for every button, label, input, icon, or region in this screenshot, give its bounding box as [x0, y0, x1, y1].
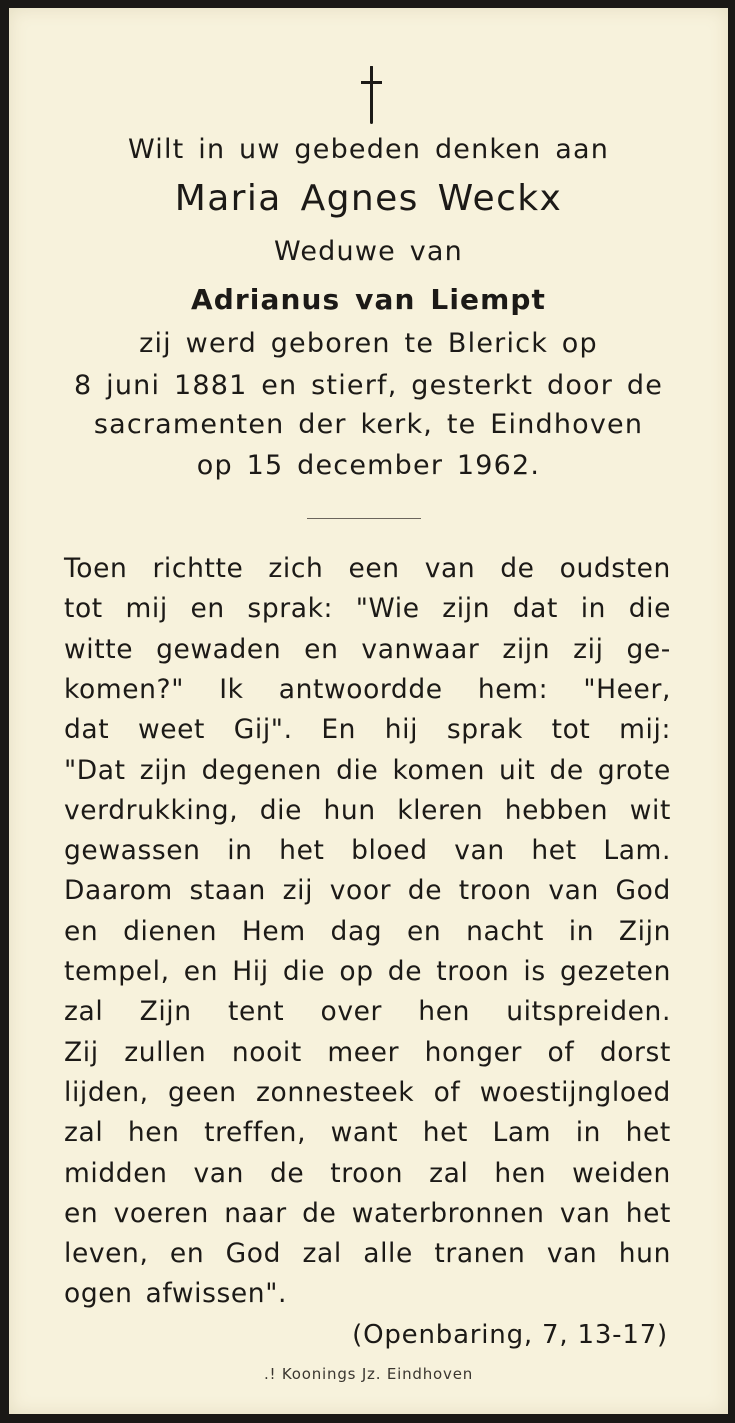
verse-line: komen?" Ik antwoordde hem: "Heer, [64, 673, 671, 705]
verse-line: verdrukking, die hun kleren hebben wit [64, 794, 671, 826]
verse-line: en voeren naar de waterbronnen van het [64, 1197, 671, 1229]
verse-line: gewassen in het bloed van het Lam. [64, 835, 671, 867]
verse-line: en dienen Hem dag en nacht in Zijn [64, 915, 671, 947]
verse-line: Toen richtte zich een van de oudsten [64, 553, 671, 584]
verse-line: leven, en God zal alle tranen van hun [64, 1238, 671, 1270]
memorial-card [9, 8, 728, 1414]
verse-line: Daarom staan zij voor de troon van God [64, 875, 671, 907]
bio-line-3: sacramenten der kerk, te Eindhoven [93, 409, 644, 440]
deceased-name: Maria Agnes Weckx [174, 178, 563, 219]
verse-line: dat weet Gij". En hij sprak tot mij: [64, 714, 671, 746]
verse-line: ogen afwissen". [64, 1278, 288, 1310]
divider [307, 518, 421, 519]
verse-line: zal Zijn tent over hen uitspreiden. [64, 996, 671, 1028]
verse-line: tot mij en sprak: "Wie zijn dat in die [64, 593, 671, 625]
printer-imprint: .! Koonings Jz. Eindhoven [263, 1365, 474, 1383]
widow-label: Weduwe van [274, 236, 463, 267]
bio-line-2: 8 juni 1881 en stierf, gesterkt door de [73, 370, 664, 401]
verse-line: "Dat zijn degenen die komen uit de grote [64, 754, 671, 786]
verse-line: lijden, geen zonnesteek of woestijngloed [64, 1076, 671, 1108]
husband-name: Adrianus van Liempt [190, 283, 547, 316]
verse-line: tempel, en Hij die op de troon is gezeten [64, 956, 671, 987]
bio-line-4: op 15 december 1962. [196, 450, 541, 481]
cross-icon [359, 66, 385, 124]
intro-text: Wilt in uw gebeden denken aan [127, 134, 610, 165]
citation: (Openbaring, 7, 13-17) [352, 1320, 668, 1350]
verse-line: zal hen treffen, want het Lam in het [64, 1117, 671, 1149]
bio-line-1: zij werd geboren te Blerick op [139, 328, 598, 359]
verse-line: Zij zullen nooit meer honger of dorst [64, 1036, 671, 1068]
verse-line: witte gewaden en vanwaar zijn zij ge- [64, 633, 671, 665]
verse-line: midden van de troon zal hen weiden [64, 1157, 671, 1189]
